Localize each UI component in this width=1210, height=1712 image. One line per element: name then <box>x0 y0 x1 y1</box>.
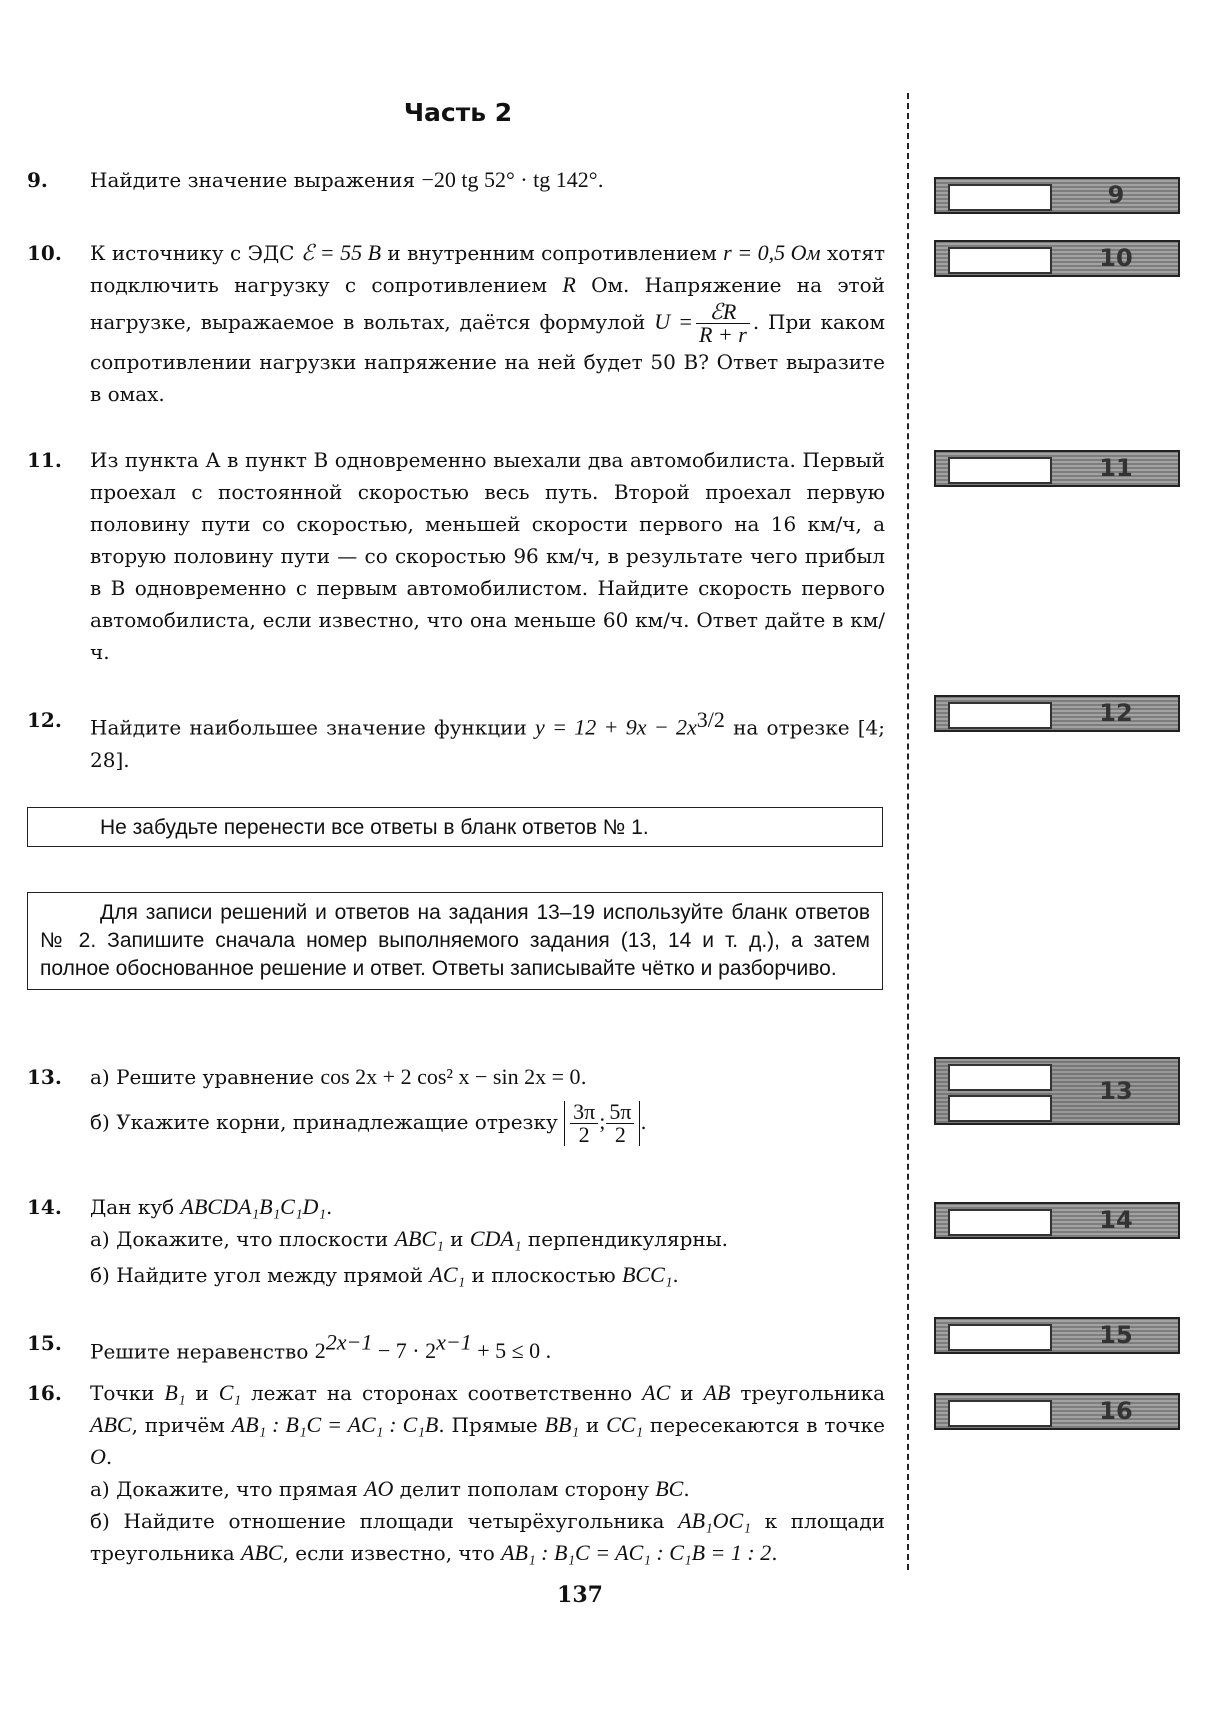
text: и <box>670 1381 704 1405</box>
text: перпендикулярны. <box>521 1227 728 1251</box>
text: и плоскостью <box>465 1263 622 1287</box>
math: CC₁ <box>606 1412 644 1437</box>
problem-number: 13. <box>27 1065 62 1089</box>
problem-16: 16. Точки B₁ и C₁ лежат на сторонах соответственно AC и AB треугольника ABC, причём AB₁ : B₁C = AC₁ : C₁B. Прямые BB₁ и CC₁ пересекаются в точке O. а) Докажите, что прямая AO делит пополам сторону BC. б) Найдите отношение площади четырёхугольника AB₁OC₁ к площади треугольника ABC, если известно, что AB₁ : B₁C = AC₁ : C₁B = 1 : 2. <box>27 1377 885 1569</box>
text: а) Докажите, что плоскости <box>90 1227 395 1251</box>
notice-transfer-answers: Не забудьте перенести все ответы в бланк ответов № 1. <box>27 807 883 847</box>
text: б) Найдите угол между прямой <box>90 1263 430 1287</box>
text: б) Найдите отношение площади четырёхугольника <box>90 1509 679 1533</box>
numerator: 3π <box>570 1101 598 1124</box>
answer-box-16[interactable] <box>934 1393 1180 1430</box>
text: пересекаются в точке <box>643 1413 886 1437</box>
math: BC <box>655 1476 684 1501</box>
math: R <box>562 272 576 297</box>
section-title: Часть 2 <box>403 98 513 127</box>
punct: . <box>597 168 604 192</box>
math: ℰ = 55 В <box>300 240 382 265</box>
page-number: 137 <box>557 1582 603 1608</box>
denominator: 2 <box>614 1122 626 1147</box>
text: и <box>443 1227 470 1251</box>
answer-box-label: 13 <box>1099 1077 1133 1105</box>
text: . Прямые <box>438 1413 545 1437</box>
text: К источнику с ЭДС <box>90 241 301 265</box>
exponent: 2x−1 <box>325 1330 373 1355</box>
math: C₁ <box>218 1380 242 1405</box>
answer-field[interactable] <box>948 457 1052 484</box>
text: а) Решите уравнение <box>90 1065 321 1089</box>
problem-number: 12. <box>27 708 62 732</box>
math: AB <box>703 1380 731 1405</box>
math: AB₁ : B₁C = AC₁ : C₁B <box>231 1412 439 1437</box>
problem-text: Из пункта А в пункт В одновременно выехали два автомобилиста. Первый проехал с постоянной скоростью весь путь. Второй проехал первую половину пути со скоростью, меньшей скорости первого на 16 км/ч, а вторую половину пути — со скоростью 96 км/ч, в результате чего прибыл в В одновременно с первым автомобилистом. Найдите скорость первого автомобилиста, если известно, что она меньше 60 км/ч. Ответ дайте в км/ч. <box>90 448 885 664</box>
math: AC₁ <box>429 1262 466 1287</box>
cut-line <box>907 93 909 1570</box>
answer-box-13[interactable] <box>934 1057 1180 1125</box>
answer-box-label: 16 <box>1099 1397 1133 1425</box>
math: AO <box>364 1476 394 1501</box>
text: к площади треугольника <box>90 1509 886 1565</box>
problem-9 <box>27 164 885 196</box>
math: AC <box>642 1380 671 1405</box>
text: Дан куб <box>90 1195 181 1219</box>
problem-text: Найдите значение выражения <box>90 168 422 192</box>
exponent: 3/2 <box>696 707 725 732</box>
math: AB₁OC₁ <box>678 1508 751 1533</box>
math: U = <box>654 309 693 334</box>
math: O <box>90 1444 106 1469</box>
answer-box-label: 12 <box>1099 699 1133 727</box>
math <box>314 1330 552 1364</box>
answer-field[interactable] <box>948 702 1052 729</box>
term: − 7 · 2 <box>372 1338 437 1364</box>
math: BCC₁ <box>621 1262 673 1287</box>
answer-box-label: 14 <box>1099 1206 1133 1234</box>
answer-field[interactable] <box>948 184 1052 211</box>
math: r = 0,5 Ом <box>723 240 821 265</box>
exponent: x−1 <box>436 1330 472 1355</box>
answer-field-a[interactable] <box>948 1064 1052 1091</box>
text: Найдите наибольшее значение функции <box>90 715 535 740</box>
answer-box-label: 10 <box>1099 244 1133 272</box>
math: y = 12 + 9x − 2x <box>535 714 697 740</box>
denominator: R + r <box>698 322 747 347</box>
math: ABC <box>241 1540 283 1565</box>
answer-box-10[interactable] <box>934 240 1180 277</box>
text: треугольника <box>730 1381 885 1405</box>
interval: $\frac{3\pi}{2}$ ; $\frac{5\pi}{2}$ <box>564 1101 640 1146</box>
numerator: ℰR <box>696 301 750 324</box>
answer-box-15[interactable] <box>934 1317 1180 1354</box>
text: , если известно, что <box>282 1541 502 1565</box>
math: −20 tg 52° · tg 142° <box>421 167 598 192</box>
math: B₁ <box>164 1380 186 1405</box>
text: , причём <box>131 1413 232 1437</box>
problem-11 <box>27 444 885 668</box>
text: и <box>579 1413 607 1437</box>
text: Ом. Напряжение на этой нагрузке, выражаемое в вольтах, даётся формулой <box>90 273 885 334</box>
answer-field[interactable] <box>948 247 1052 274</box>
text: . При каком сопротивлении нагрузки напряжение на ней будет 50 В? Ответ выразите в омах. <box>90 310 886 406</box>
answer-field-b[interactable] <box>948 1095 1052 1122</box>
answer-box-label: 15 <box>1099 1321 1133 1349</box>
numerator: 5π <box>606 1101 634 1124</box>
answer-box-14[interactable] <box>934 1202 1180 1239</box>
answer-box-label: 9 <box>1107 181 1125 209</box>
term: + 5 ≤ 0 . <box>471 1338 552 1364</box>
problem-14: 14. Дан куб ABCDA₁B₁C₁D₁. а) Докажите, что плоскости ABC₁ и CDA₁ перпендикулярны. б) Найдите угол между прямой AC₁ и плоскостью BCC₁. <box>27 1191 885 1291</box>
text: и внутренним сопротивлением <box>381 241 724 265</box>
math: CDA₁ <box>469 1226 522 1251</box>
text: лежат на сторонах соответственно <box>241 1381 643 1405</box>
problem-number: 16. <box>27 1381 62 1405</box>
answer-field[interactable] <box>948 1324 1052 1351</box>
text: на отрезке [4; 28]. <box>90 715 885 772</box>
text: а) Докажите, что прямая <box>90 1477 365 1501</box>
problem-15 <box>27 1327 885 1367</box>
text: и <box>185 1381 219 1405</box>
base: 2 <box>314 1338 326 1364</box>
math: ABC₁ <box>394 1226 444 1251</box>
notice-answer-sheet-2: Для записи решений и ответов на задания 13–19 используйте бланк ответов № 2. Запишите сначала номер выполняемого задания (13, 14 и т. д.), а затем полное обоснованное решение и ответ. Ответы записывайте чётко и разборчиво. <box>27 892 883 990</box>
problem-number: 10. <box>27 241 62 265</box>
math: ABC <box>90 1412 132 1437</box>
answer-field[interactable] <box>948 1400 1052 1427</box>
text: делит пополам сторону <box>393 1477 656 1501</box>
text: Решите неравенство <box>90 1339 315 1364</box>
math: BB₁ <box>544 1412 580 1437</box>
text: Точки <box>90 1381 165 1405</box>
answer-box-label: 11 <box>1099 454 1133 482</box>
math: cos 2x + 2 cos² x − sin 2x = 0 <box>320 1064 581 1089</box>
text: б) Укажите корни, принадлежащие отрезку <box>90 1110 565 1134</box>
answer-box-11[interactable] <box>934 450 1180 487</box>
problem-13: 13. а) Решите уравнение cos 2x + 2 cos² x − sin 2x = 0. б) Укажите корни, принадлежащие отрезку $\frac{3\pi}{2}$ ; $\frac{5\pi}{2}$ . <box>27 1061 885 1146</box>
problem-12 <box>27 704 885 776</box>
answer-field[interactable] <box>948 1209 1052 1236</box>
fraction <box>696 301 750 346</box>
text: хотят подключить нагрузку с сопротивлением <box>90 241 886 297</box>
problem-10 <box>27 237 885 410</box>
problem-number: 11. <box>27 448 62 472</box>
answer-box-12[interactable] <box>934 695 1180 732</box>
math: ABCDA₁B₁C₁D₁ <box>180 1194 327 1219</box>
denominator: 2 <box>578 1122 590 1147</box>
problem-number: 14. <box>27 1195 62 1219</box>
problem-number: 15. <box>27 1331 62 1355</box>
problem-number: 9. <box>27 168 48 192</box>
math: AB₁ : B₁C = AC₁ : C₁B = 1 : 2 <box>501 1540 772 1565</box>
answer-box-9[interactable] <box>934 177 1180 214</box>
